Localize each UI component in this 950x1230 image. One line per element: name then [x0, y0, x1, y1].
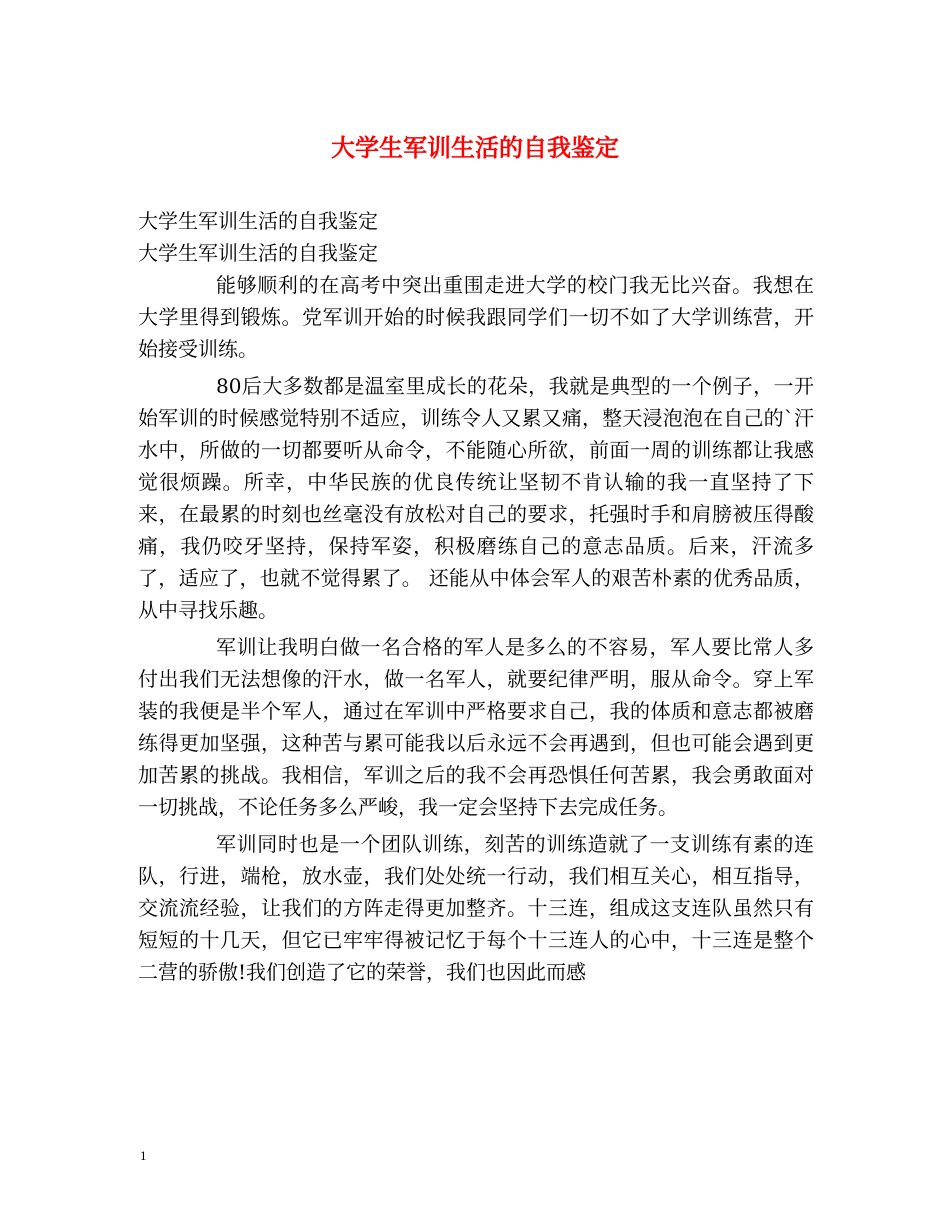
paragraph: 军训同时也是一个团队训练，刻苦的训练造就了一支训练有素的连队，行进，端枪，放水壶，我们处处统一行动，我们相互关心，相互指导，交流流经验，让我们的方阵走得更加整齐。十三连，组成这支连队虽然只有短短的十几天，但它已牢牢得被记忆于每个十三连人的心中，十三连是整个二营的骄傲!我们创造了它的荣誉，我们也因此而感 [138, 832, 814, 984]
subtitle-line: 大学生军训生活的自我鉴定 [138, 241, 378, 265]
paragraph: 80后大多数都是温室里成长的花朵，我就是典型的一个例子，一开始军训的时候感觉特别不适应，训练令人又累又痛，整天浸泡泡在自己的`汗水中，所做的一切都要听从命令，不能随心所欲，前面一周的训练都让我感觉很烦躁。所幸，中华民族的优良传统让坚韧不肯认输的我一直坚持了下来，在最累的时刻也丝毫没有放松对自己的要求，托强时手和肩膀被压得酸痛，我仍咬牙坚持，保持军姿，积极磨练自己的意志品质。后来，汗流多了，适应了，也就不觉得累了。 还能从中体会军人的艰苦朴素的优秀品质，从中寻找乐趣。 [138, 374, 814, 622]
subtitle-line: 大学生军训生活的自我鉴定 [138, 209, 378, 233]
page-number: 1 [140, 1148, 147, 1163]
paragraph: 军训让我明白做一名合格的军人是多么的不容易，军人要比常人多付出我们无法想像的汗水，做一名军人，就要纪律严明，服从命令。穿上军装的我便是半个军人，通过在军训中严格要求自己，我的体质和意志都被磨练得更加坚强，这种苦与累可能我以后永远不会再遇到，但也可能会遇到更加苦累的挑战。我相信，军训之后的我不会再恐惧任何苦累，我会勇敢面对一切挑战，不论任务多么严峻，我一定会坚持下去完成任务。 [138, 635, 814, 819]
document-body [138, 205, 814, 988]
paragraph: 能够顺利的在高考中突出重围走进大学的校门我无比兴奋。我想在大学里得到锻炼。党军训开始的时候我跟同学们一切不如了大学训练营，开始接受训练。 [138, 273, 814, 361]
document-title: 大学生军训生活的自我鉴定 [331, 133, 619, 162]
